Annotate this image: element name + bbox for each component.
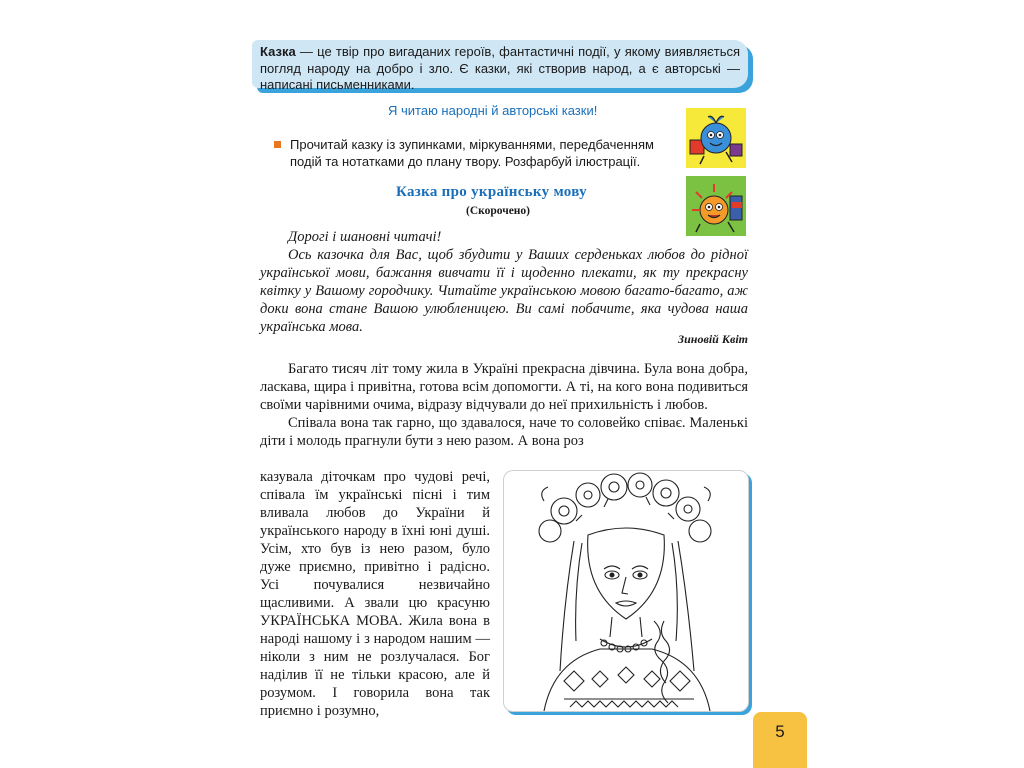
ball-character-icon	[686, 108, 746, 168]
story-text-column	[260, 468, 490, 720]
page-number: 5	[775, 722, 785, 741]
definition-text: — це твір про вигаданих героїв, фантастичні події, у якому виявляється погляд народу на добро і зло. Є казки, які створив народ, а є авторські — написані письменниками.	[260, 44, 740, 92]
girl-in-wreath-coloring-image	[503, 470, 749, 712]
story-paragraph: Багато тисяч літ тому жила в Україні прекрасна дівчина. Була вона добра, ласкава, щира і привітна, готова всім допомогти. А ті, на кого вона подивиться своїми чарівними очима, відразу відчували до неї прихильність і любов.	[260, 361, 748, 413]
sun-character-icon	[686, 176, 746, 236]
tale-intro	[260, 228, 748, 336]
intro-body: Ось казочка для Вас, щоб збудити у Ваших серденьках любов до рідної української мови, бажання вивчати її і щоденно плекати, як ту прекрасну квітку у Вашому городчику. Читайте українською мовою багато-багато, аж доки вона стане Вашою улюбленицею. Ви самі побачите, яка чудова наша українська мова.	[260, 247, 748, 335]
story-paragraph: Співала вона так гарно, що здавалося, наче то соловейко співає. Маленькі діти і молодь прагнули бути з нею разом. А вона роз	[260, 415, 748, 449]
page-number-tab	[753, 712, 807, 768]
definition-term: Казка	[260, 44, 296, 59]
section-subtitle: Я читаю народні й авторські казки!	[388, 103, 598, 118]
definition-box	[252, 40, 748, 92]
task-text: Прочитай казку із зупинками, міркуваннями, передбаченням подій та нотатками до плану твору. Розфарбуй ілюстрації.	[290, 137, 654, 169]
story-text	[260, 360, 748, 450]
intro-greeting: Дорогі і шановні читачі!	[288, 229, 442, 245]
task-instruction	[274, 137, 676, 170]
author-signature: Зиновій Квіт	[678, 332, 748, 346]
story-paragraph: казувала діточкам про чудові речі, співала їм українські пісні і тим вливала любов до України й українського народу в їхні юні душі. Усім, хто був із нею разом, було дуже приємно, привітно і радісно. Усі почувалися незвичайно щасливими. А звали цю красуню УКРАЇНСЬКА МОВА. Жила вона в народі нашому і з народом нашим — ніколи з ним не розлучалася. Бог наділив її не тільки красою, але й розумом. І говорила вона так приємно і розумно,	[260, 469, 490, 719]
tale-title: Казка про українську мову	[396, 184, 587, 200]
tale-subtitle: (Скорочено)	[466, 205, 531, 217]
bullet-icon	[274, 141, 281, 148]
